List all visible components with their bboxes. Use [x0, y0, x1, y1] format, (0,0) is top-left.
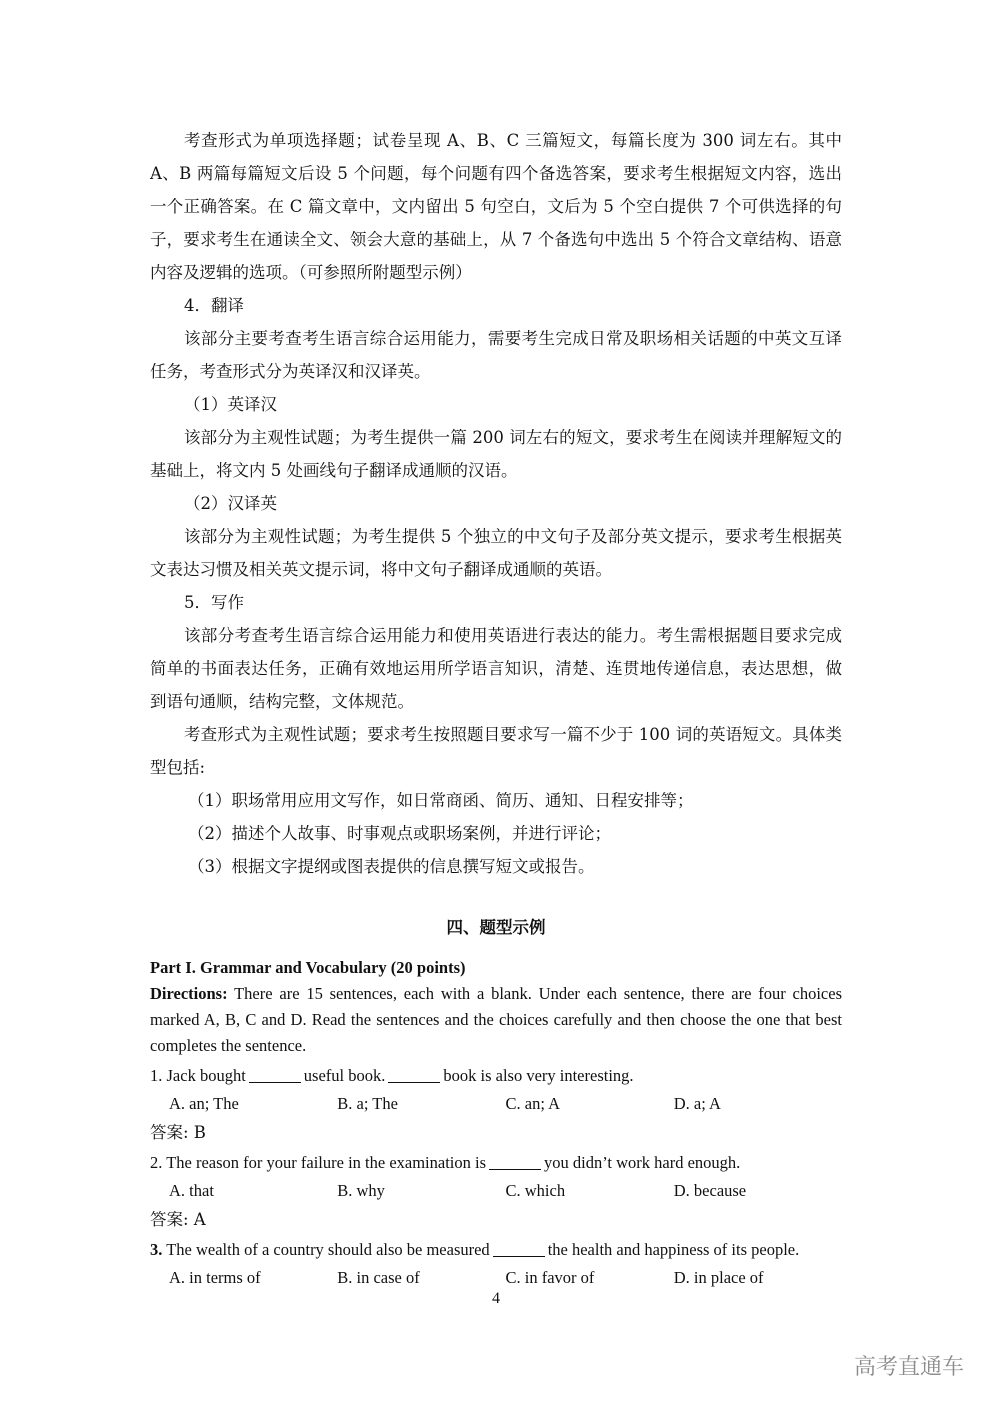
option-c: C. which: [505, 1181, 566, 1200]
option-d: D. in place of: [673, 1268, 764, 1287]
option-b: B. a; The: [337, 1094, 398, 1113]
option-a: A. an; The: [169, 1094, 239, 1113]
option-a: A. in terms of: [169, 1268, 261, 1287]
heading-en-to-cn: （1）英译汉: [184, 395, 277, 414]
heading-translation: 4．翻译: [184, 296, 244, 315]
answer-blank: [249, 1066, 301, 1083]
paragraph-en-to-cn: 该部分为主观性试题；为考生提供一篇 200 词左右的短文，要求考生在阅读并理解短文的基础上，将文内 5 处画线句子翻译成通顺的汉语。: [150, 428, 842, 480]
question-2: [150, 1150, 842, 1176]
list-item-writing-1: （1）职场常用应用文写作，如日常商函、简历、通知、日程安排等；: [188, 791, 694, 810]
paragraph-writing-format: 考查形式为主观性试题；要求考生按照题目要求写一篇不少于 100 词的英语短文。具体类型包括:: [150, 725, 842, 777]
options-1: [150, 1089, 842, 1119]
paragraph-writing: 该部分考查考生语言综合运用能力和使用英语进行表达的能力。考生需根据题目要求完成简单的书面表达任务，正确有效地运用所学语言知识，清楚、连贯地传递信息，表达思想，做到语句通顺，结构完整，文体规范。: [150, 626, 842, 711]
heading-cn-to-en: （2）汉译英: [184, 494, 277, 513]
heading-writing: 5．写作: [184, 593, 244, 612]
option-a: A. that: [169, 1181, 214, 1200]
question-3: [150, 1237, 842, 1263]
watermark: 高考直通车: [853, 1355, 964, 1380]
question-text: the health and happiness of its people.: [547, 1240, 800, 1259]
part-heading: Part I. Grammar and Vocabulary (20 points): [150, 958, 466, 977]
directions: [150, 981, 842, 1059]
question-text: you didn’t work hard enough.: [544, 1153, 741, 1172]
option-d: D. a; A: [673, 1094, 721, 1113]
english-section: [150, 955, 842, 1293]
options-2: [150, 1176, 842, 1206]
option-d: D. because: [673, 1181, 747, 1200]
question-text: 1. Jack bought: [150, 1066, 246, 1085]
answer-blank: [388, 1066, 440, 1083]
question-text: The wealth of a country should also be measured: [166, 1240, 490, 1259]
section-title: 四、题型示例: [446, 918, 546, 937]
answer-2: 答案: A: [150, 1210, 206, 1229]
chinese-body: [150, 124, 842, 883]
directions-label: Directions:: [150, 984, 228, 1003]
question-text: 2. The reason for your failure in the examination is: [150, 1153, 487, 1172]
question-text: book is also very interesting.: [443, 1066, 634, 1085]
answer-1: 答案: B: [150, 1123, 206, 1142]
question-number: 3.: [150, 1240, 163, 1259]
paragraph-translation: 该部分主要考查考生语言综合运用能力，需要考生完成日常及职场相关话题的中英文互译任务，考查形式分为英译汉和汉译英。: [150, 329, 842, 381]
question-1: [150, 1063, 842, 1089]
option-c: C. an; A: [505, 1094, 561, 1113]
list-item-writing-2: （2）描述个人故事、时事观点或职场案例，并进行评论；: [188, 824, 611, 843]
answer-blank: [493, 1240, 545, 1257]
list-item-writing-3: （3）根据文字提纲或图表提供的信息撰写短文或报告。: [188, 857, 595, 876]
option-b: B. why: [337, 1181, 385, 1200]
question-text: useful book.: [303, 1066, 386, 1085]
option-b: B. in case of: [337, 1268, 420, 1287]
answer-blank: [489, 1153, 541, 1170]
directions-text: There are 15 sentences, each with a blank. Under each sentence, there are four choices marked A, B, C and D. Read the sentences and the choices carefully and then choose the one that best completes the sentence.: [150, 984, 842, 1055]
paragraph-cn-to-en: 该部分为主观性试题；为考生提供 5 个独立的中文句子及部分英文提示，要求考生根据英文表达习惯及相关英文提示词，将中文句子翻译成通顺的英语。: [150, 527, 842, 579]
option-c: C. in favor of: [505, 1268, 595, 1287]
options-3: [150, 1263, 842, 1293]
paragraph-reading-format: 考查形式为单项选择题；试卷呈现 A、B、C 三篇短文，每篇长度为 300 词左右。其中 A、B 两篇每篇短文后设 5 个问题，每个问题有四个备选答案，要求考生根据短文内容，选出一个正确答案。在 C 篇文章中，文内留出 5 句空白，文后为 5 个空白提供 7 个可供选择的句子，要求考生在通读全文、领会大意的基础上，从 7 个备选句中选出 5 个符合文章结构、语意内容及逻辑的选项。（可参照所附题型示例）: [150, 131, 842, 282]
page-number: 4: [492, 1290, 500, 1307]
